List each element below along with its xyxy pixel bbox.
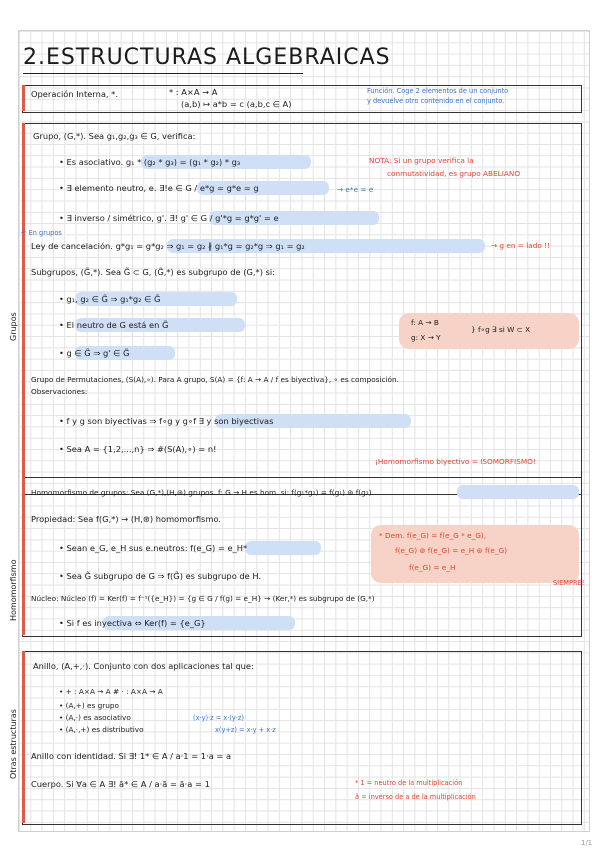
homo-def-highlight: [457, 485, 579, 499]
page-number: 1/1: [581, 839, 593, 847]
perm3: • Sea A = {1,2,...,n} ⇒ #(S(A),∘) = n!: [59, 444, 217, 454]
dem2: f(e_G) ⊛ f(e_G) = e_H ⊛ f(e_G): [395, 546, 508, 555]
subgrupos-line: Subgrupos, (G̃,*). Sea G̃ ⊂ G, (G̃,*) es subgrupo de (G,*) si:: [31, 267, 275, 277]
title-underline: [23, 73, 303, 74]
nota-line2: conmutatividad, es grupo ABELIANO: [387, 169, 521, 178]
siempre-note: SIEMPRE!: [553, 579, 585, 587]
comp-f: f: A → B: [411, 318, 439, 327]
anillo-ops: • + : A×A → A # · : A×A → A: [59, 687, 163, 696]
cuerpo-note1: * 1 = neutro de la multiplicación: [355, 779, 463, 787]
grupos-bar: [22, 123, 25, 493]
anillo-identidad: Anillo con identidad. Si ∃! 1* ∈ A / a·1 = 1·a = a: [31, 751, 232, 761]
cuerpo-note2: ã = inverso de a de la multiplicación: [355, 793, 476, 801]
nucleo-line: Núcleo: Núcleo (f) = Ker(f) = f⁻¹({e_H}) = {g ∈ G / f(g) = e_H} → (Ker,*) es subgrupo de (G,*): [31, 594, 375, 603]
op-interna-bar: [22, 85, 25, 111]
homo-bar: [22, 477, 25, 635]
anillo-box: [22, 651, 582, 825]
anillo-a3: • (A,·,+) es distributivo: [59, 725, 144, 734]
grupo-asociativo: • Es asociativo. g₁ * (g₂ * g₃) = (g₁ * g₂) * g₃: [59, 157, 241, 167]
op-interna-note1: Función. Coge 2 elementos de un conjunto: [367, 87, 509, 95]
en-grupos-note: ↶ En grupos: [21, 229, 62, 237]
dem3: f(e_G) = e_H: [409, 563, 456, 572]
comp-g: g: X → Y: [411, 333, 441, 342]
p1-highlight: [245, 541, 321, 555]
perm-obs: Observaciones:: [31, 387, 88, 396]
cuerpo-line: Cuerpo. Si ∀a ∈ A ∃! ã* ∈ A / a·ã = ã·a = 1: [31, 779, 210, 789]
anillo-def: Anillo, (A,+,·). Conjunto con dos aplicaciones tal que:: [33, 661, 254, 671]
iso-note: ¡Homomorfismo biyectivo = ISOMORFISMO!: [375, 457, 536, 466]
comp-cond: } f∘g ∃ si W ⊂ X: [471, 325, 531, 334]
anillo-bar: [22, 651, 25, 823]
dem1: * Dem. f(e_G) = f(e_G * e_G),: [379, 531, 487, 540]
nucleo-n1: • Si f es inyectiva ⇔ Ker(f) = {e_G}: [59, 618, 206, 628]
grupo-line: Grupo, (G,*). Sea g₁,g₂,g₃ ∈ G, verifica:: [33, 131, 196, 141]
grupos-side-label: Grupos: [9, 312, 18, 341]
anillo-a2: • (A,·) es asociativo: [59, 713, 131, 722]
homo-prop: Propiedad: Sea f(G,*) → (H,⊛) homomorfismo.: [31, 514, 222, 524]
op-interna-note2: y devuelve otro contenido en el conjunto.: [367, 97, 505, 105]
page-title: 2.ESTRUCTURAS ALGEBRAICAS: [23, 45, 391, 70]
homo-side-label: Homomorfismo: [9, 559, 18, 621]
perm2: • f y g son biyectivas ⇒ f∘g y g∘f ∃ y son biyectivas: [59, 416, 274, 426]
anillo-side-label: Otras estructuras: [9, 709, 18, 779]
homo-def: Homomorfismo de grupos: Sea (G,*),(H,⊛) grupos. f: G → H es hom. si: f(g₁*g₂) = f(g₁) ⊛ f(g₂): [31, 488, 372, 497]
cancelacion-line: Ley de cancelación. g*g₁ = g*g₂ ⇒ g₁ = g₂ ∦ g₁*g = g₂*g ⇒ g₁ = g₂: [31, 241, 305, 251]
anillo-a3-note: x(y+z) = x·y + x·z: [215, 726, 276, 734]
op-interna-label: Operación Interna, *.: [31, 89, 118, 99]
op-interna-def2: (a,b) ↦ a*b = c (a,b,c ∈ A): [181, 99, 292, 109]
sub3: • g ∈ G̃ ⇒ g' ∈ G̃: [59, 348, 130, 358]
grupos-box: [22, 123, 582, 495]
anillo-a1: • (A,+) es grupo: [59, 701, 120, 710]
perm-line: Grupo de Permutaciones, (S(A),∘). Para A grupo, S(A) = {f: A → A / f es biyectiva}, ∘ es composición.: [31, 375, 399, 384]
grupo-neutro: • ∃ elemento neutro, e. ∃!e ∈ G / e*g = g*e = g: [59, 183, 259, 193]
homo-p1: • Sean e_G, e_H sus e.neutros: f(e_G) = e_H*: [59, 543, 248, 553]
sub2: • El neutro de G está en G̃: [59, 320, 169, 330]
nota-line1: NOTA: Si un grupo verifica la: [369, 156, 474, 165]
anillo-a2-note: (x·y)·z = x·(y·z): [193, 714, 244, 722]
sub1: • g₁, g₂ ∈ G̃ ⇒ g₁*g₂ ∈ G̃: [59, 294, 161, 304]
notebook-page: [9, 30, 593, 847]
cancelacion-note: → g en = lado !!: [491, 241, 551, 250]
neutro-note: → e*e = e: [337, 185, 374, 194]
homo-p2: • Sea G̃ subgrupo de G ⇒ f(G̃) es subgrupo de H.: [59, 571, 262, 581]
op-interna-def1: * : A×A → A: [169, 87, 218, 97]
grupo-inverso: • ∃ inverso / simétrico, g'. ∃! g' ∈ G / g'*g = g*g' = e: [59, 213, 279, 223]
